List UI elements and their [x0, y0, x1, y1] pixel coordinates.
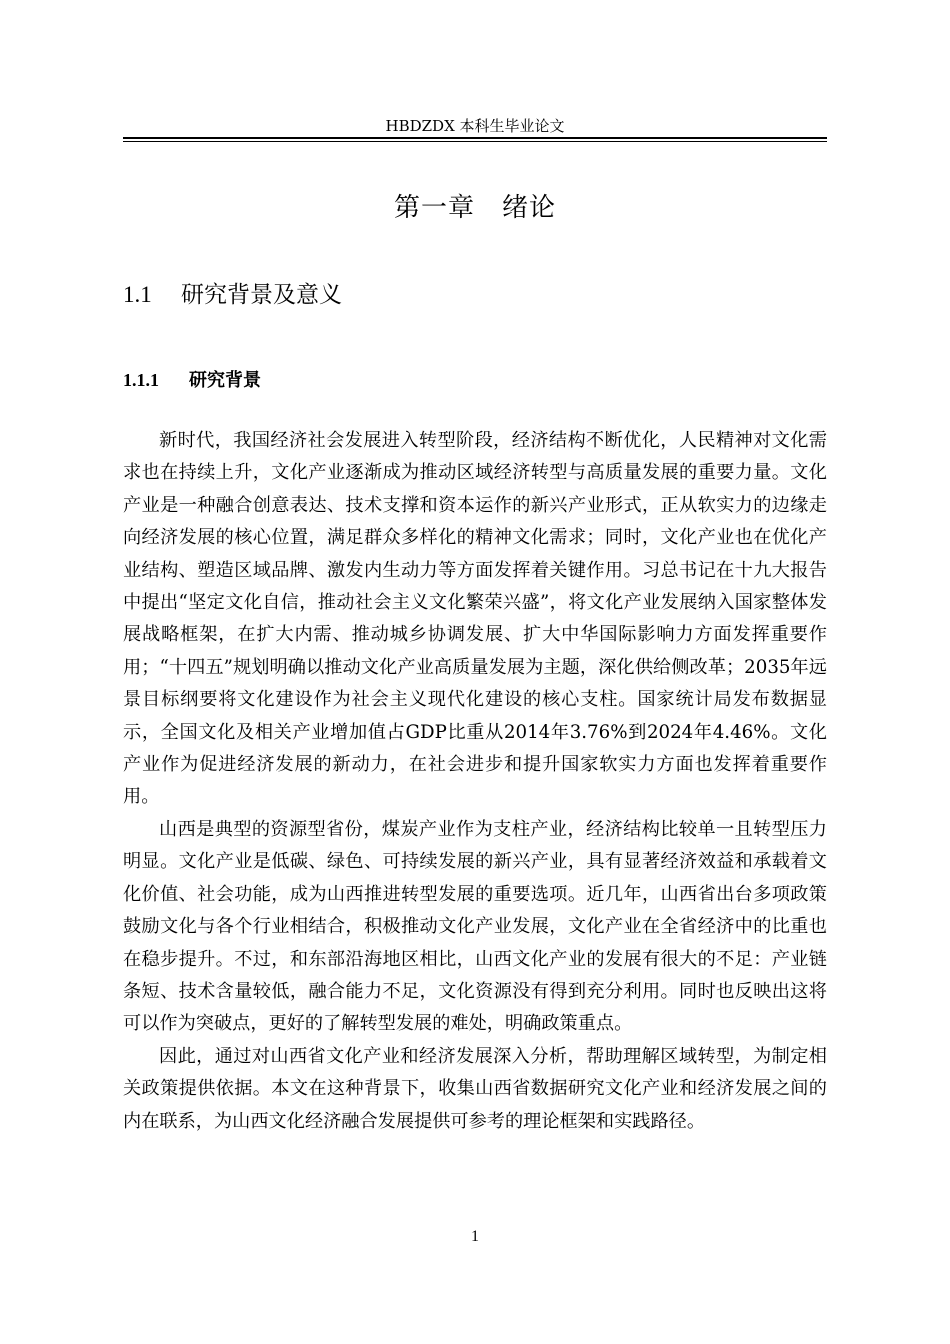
header-rule-thin [123, 141, 827, 142]
chapter-title: 第一章 绪论 [393, 193, 556, 223]
section-number: 1.1 [123, 282, 152, 307]
section-title: 研究背景及意义 [181, 282, 342, 308]
subsection-heading [123, 365, 261, 396]
subsection-number: 1.1.1 [123, 370, 159, 390]
paragraph-1: 新时代，我国经济社会发展进入转型阶段，经济结构不断优化，人民精神对文化需求也在持续上升，文化产业逐渐成为推动区域经济转型与高质量发展的重要力量。文化产业是一种融合创意表达、技术支撑和资本运作的新兴产业形式，正从软实力的边缘走向经济发展的核心位置，满足群众多样化的精神文化需求；同时，文化产业也在优化产业结构、塑造区域品牌、激发内生动力等方面发挥着关键作用。习总书记在十九大报告中提出“坚定文化自信，推动社会主义文化繁荣兴盛”，将文化产业发展纳入国家整体发展战略框架，在扩大内需、推动城乡协调发展、扩大中华国际影响力方面发挥重要作用；“十四五”规划明确以推动文化产业高质量发展为主题，深化供给侧改革；2035年远景目标纲要将文化建设作为社会主义现代化建设的核心支柱。国家统计局发布数据显示，全国文化及相关产业增加值占GDP比重从2014年3.76%到2024年4.46%。文化产业作为促进经济发展的新动力，在社会进步和提升国家软实力方面也发挥着重要作用。 [123, 430, 827, 808]
paragraph-3: 因此，通过对山西省文化产业和经济发展深入分析，帮助理解区域转型，为制定相关政策提供依据。本文在这种背景下，收集山西省数据研究文化产业和经济发展之间的内在联系，为山西文化经济融合发展提供可参考的理论框架和实践路径。 [123, 1045, 827, 1132]
subsection-title: 研究背景 [189, 370, 261, 391]
page-number: 1 [471, 1228, 479, 1245]
running-header: HBDZDX 本科生毕业论文 [385, 117, 565, 135]
header-rule-thick [123, 137, 827, 139]
section-heading [123, 277, 342, 313]
paragraph-2: 山西是典型的资源型省份，煤炭产业作为支柱产业，经济结构比较单一且转型压力明显。文化产业是低碳、绿色、可持续发展的新兴产业，具有显著经济效益和承载着文化价值、社会功能，成为山西推进转型发展的重要选项。近几年，山西省出台多项政策鼓励文化与各个行业相结合，积极推动文化产业发展，文化产业在全省经济中的比重也在稳步提升。不过，和东部沿海地区相比，山西文化产业的发展有很大的不足：产业链条短、技术含量较低，融合能力不足，文化资源没有得到充分利用。同时也反映出这将可以作为突破点，更好的了解转型发展的难处，明确政策重点。 [123, 818, 827, 1035]
body-text [123, 425, 827, 1138]
